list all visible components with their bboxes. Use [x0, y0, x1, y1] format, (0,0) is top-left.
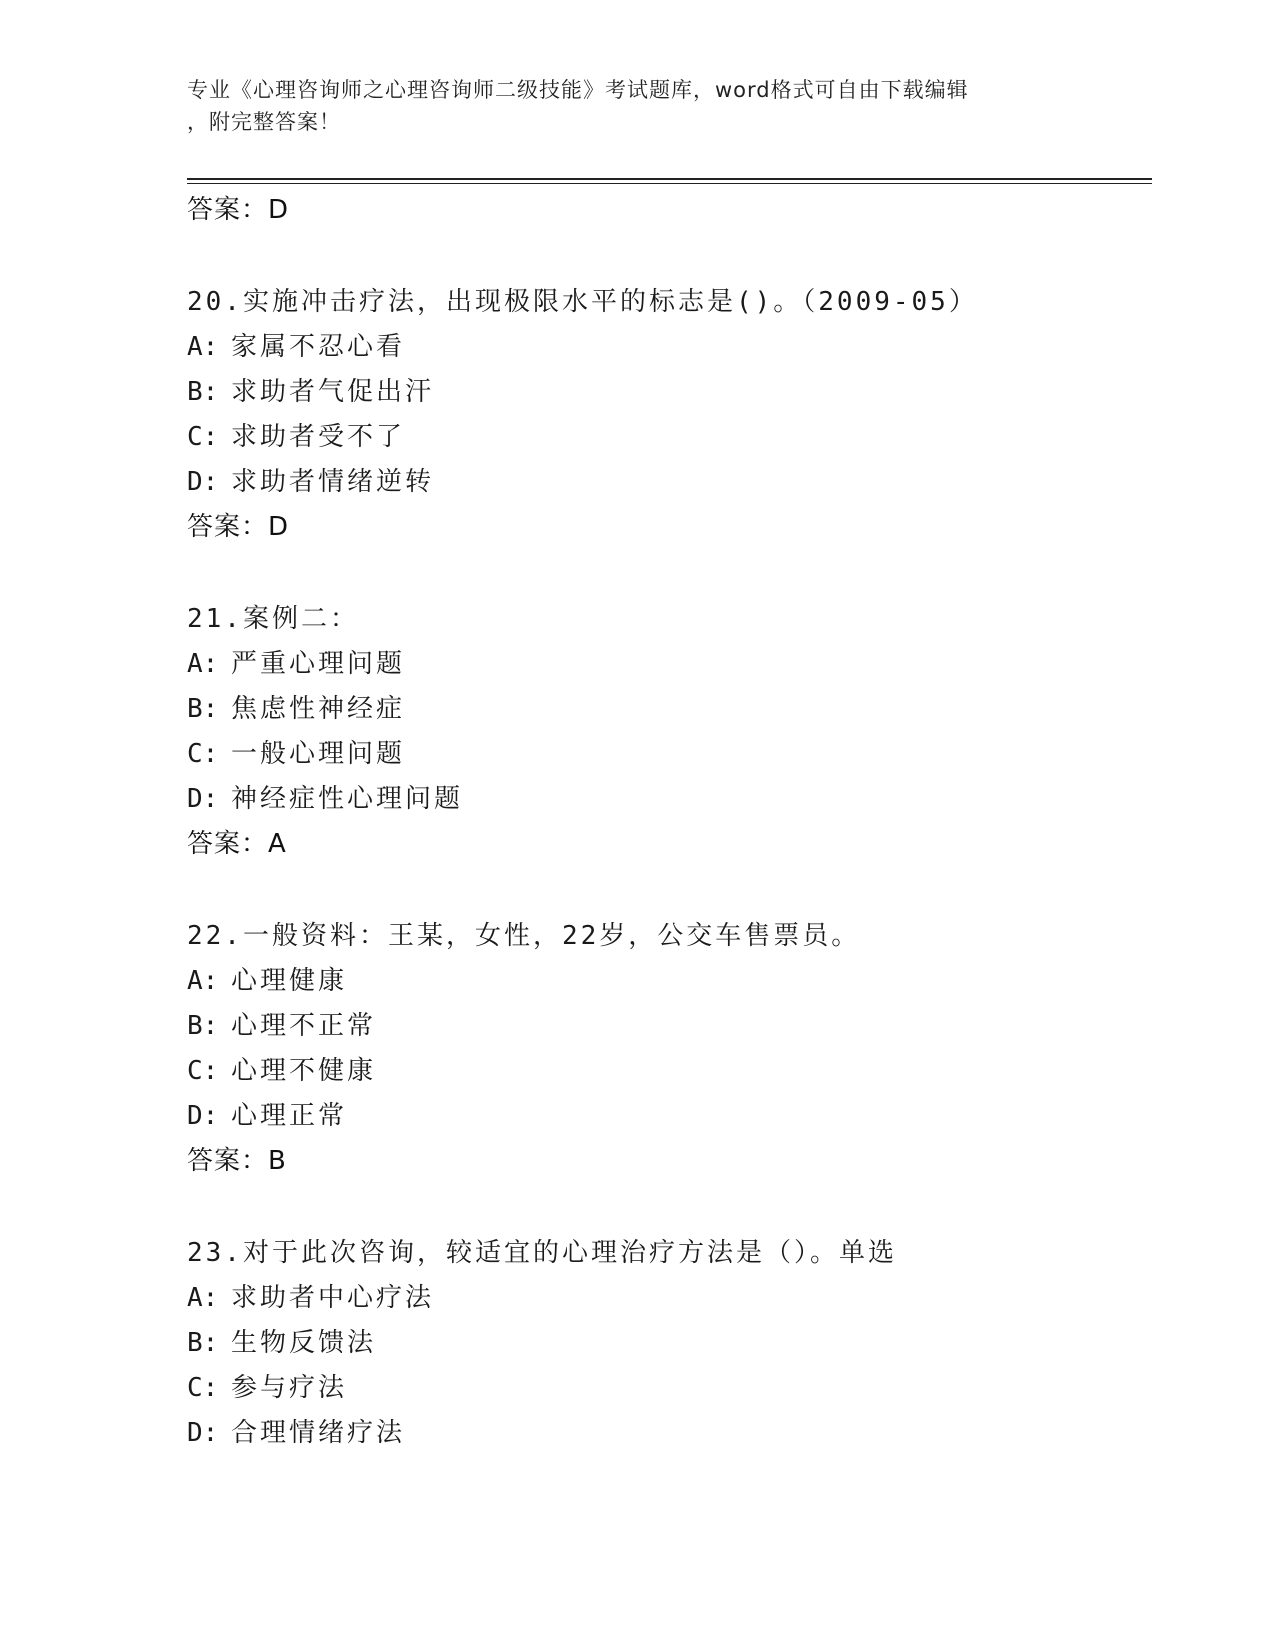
option-b: [187, 370, 1147, 415]
option-text: 心理正常: [231, 1101, 348, 1131]
option-text: 焦虑性神经症: [231, 694, 406, 724]
option-a: [187, 959, 1147, 1004]
option-text: 求助者气促出汗: [231, 377, 435, 407]
option-label: A:: [187, 1283, 219, 1313]
option-b: [187, 687, 1147, 732]
option-text: 一般心理问题: [231, 739, 406, 769]
option-c: [187, 415, 1147, 460]
option-b: [187, 1004, 1147, 1049]
option-a: [187, 642, 1147, 687]
option-label: B:: [187, 377, 219, 407]
option-text: 求助者受不了: [231, 422, 406, 452]
option-text: 求助者情绪逆转: [231, 467, 435, 497]
option-label: D:: [187, 1101, 219, 1131]
option-d: [187, 460, 1147, 505]
option-label: C:: [187, 1373, 219, 1403]
answer-line: 答案：D: [187, 195, 290, 225]
option-text: 合理情绪疗法: [231, 1418, 406, 1448]
option-label: A:: [187, 649, 219, 679]
question-21: [187, 597, 1147, 867]
option-label: C:: [187, 422, 219, 452]
option-d: [187, 1411, 1147, 1456]
question-list: [187, 188, 1147, 1456]
option-a: [187, 325, 1147, 370]
option-text: 神经症性心理问题: [231, 784, 464, 814]
document-header: [187, 74, 1067, 138]
header-divider-thick: [187, 178, 1152, 180]
header-line-2: ，附完整答案！: [187, 110, 341, 134]
option-text: 心理不健康: [231, 1056, 377, 1086]
question-text: 22.一般资料：王某，女性，22岁，公交车售票员。: [187, 921, 861, 951]
option-c: [187, 1366, 1147, 1411]
answer-line: 答案：A: [187, 829, 287, 859]
option-text: 心理不正常: [231, 1011, 377, 1041]
option-label: B:: [187, 1328, 219, 1358]
option-d: [187, 777, 1147, 822]
option-d: [187, 1094, 1147, 1139]
option-text: 家属不忍心看: [231, 332, 406, 362]
question-text: 21.案例二：: [187, 604, 359, 634]
option-label: A:: [187, 966, 219, 996]
option-label: D:: [187, 784, 219, 814]
option-label: D:: [187, 467, 219, 497]
question-text: 23.对于此次咨询，较适宜的心理治疗方法是（）。单选: [187, 1238, 897, 1268]
header-divider-thin: [187, 183, 1152, 184]
option-label: D:: [187, 1418, 219, 1448]
question-text: 20.实施冲击疗法，出现极限水平的标志是()。（2009-05）: [187, 287, 978, 317]
question-23: [187, 1231, 1147, 1456]
option-text: 求助者中心疗法: [231, 1283, 435, 1313]
option-label: C:: [187, 739, 219, 769]
question-22: [187, 914, 1147, 1184]
option-text: 生物反馈法: [231, 1328, 377, 1358]
option-text: 心理健康: [231, 966, 348, 996]
option-text: 严重心理问题: [231, 649, 406, 679]
option-a: [187, 1276, 1147, 1321]
header-line-1: 专业《心理咨询师之心理咨询师二级技能》考试题库，word格式可自由下载编辑: [187, 78, 969, 102]
option-label: C:: [187, 1056, 219, 1086]
option-b: [187, 1321, 1147, 1366]
option-c: [187, 1049, 1147, 1094]
option-label: B:: [187, 1011, 219, 1041]
answer-line: 答案：B: [187, 1146, 287, 1176]
option-text: 参与疗法: [231, 1373, 348, 1403]
option-label: A:: [187, 332, 219, 362]
question-20: [187, 280, 1147, 550]
answer-line: 答案：D: [187, 512, 290, 542]
option-label: B:: [187, 694, 219, 724]
option-c: [187, 732, 1147, 777]
